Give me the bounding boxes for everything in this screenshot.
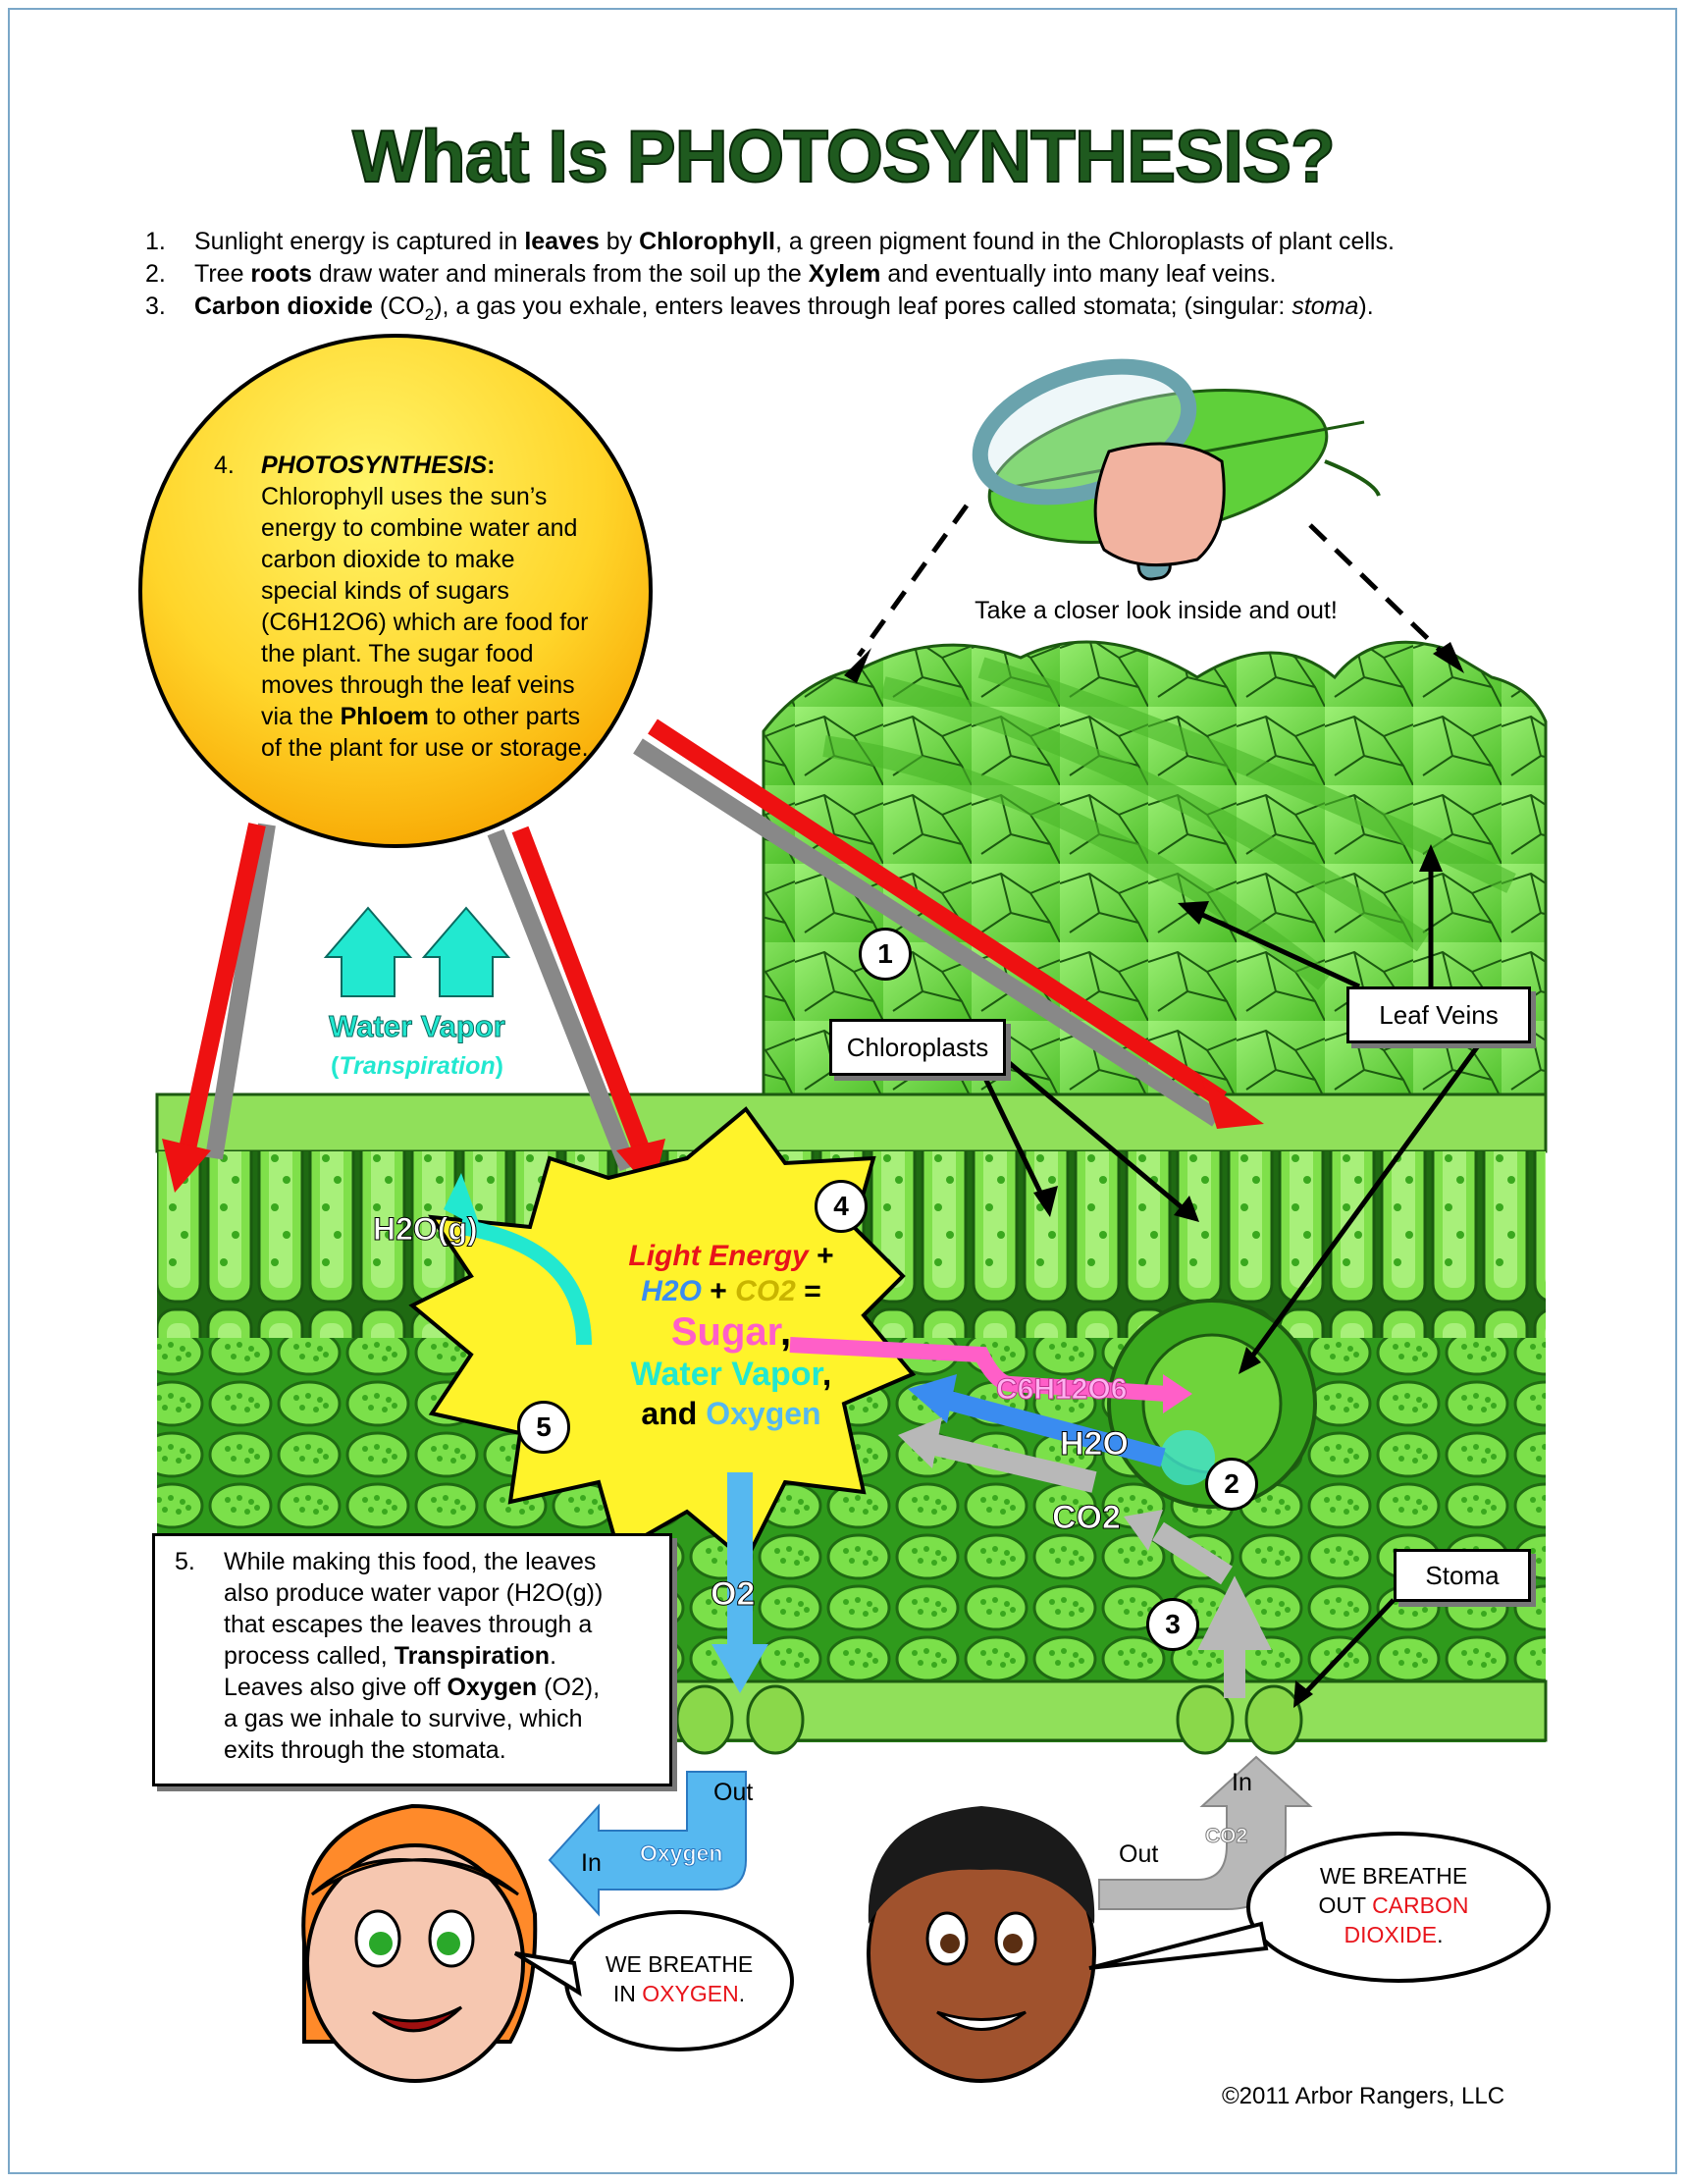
step-3-marker: 3	[1146, 1598, 1199, 1651]
co2-arrow-label: CO2	[1205, 1825, 1248, 1847]
oxygen-out-label: Out	[713, 1779, 754, 1806]
magnifier-leaf-illustration	[964, 343, 1379, 581]
transpiration-label: (Transpiration)	[331, 1052, 503, 1080]
light-energy-term: Light Energy	[628, 1240, 809, 1272]
step5-number: 5.	[175, 1548, 195, 1575]
oxygen-arrow-label: Oxygen	[640, 1840, 723, 1866]
girl-face	[303, 1806, 535, 2081]
sugar-term: Sugar	[670, 1310, 781, 1354]
glucose-label: C6H12O6	[996, 1373, 1128, 1406]
step-5-marker: 5	[517, 1401, 570, 1454]
h2og-label: H2O(g)	[373, 1211, 478, 1247]
girl-speech-text: WE BREATHE IN OXYGEN.	[605, 1951, 754, 2006]
water-vapor-arrows	[326, 908, 508, 996]
intro-item-number: 1.	[145, 228, 166, 255]
step5-text: While making this food, the leaves also produce water vapor (H2O(g)) that escapes the leaves through a process called, Transpiration. Leaves also give off Oxygen (O2), a gas we inhale to survive, which exits through the stomata.	[224, 1548, 604, 1764]
intro-item-text: Carbon dioxide $(CO_2)$, a gas you exhale, enters leaves through leaf pores called stomata; (singular: stoma).	[194, 293, 1374, 324]
step4-line: the plant. The sugar food	[261, 640, 534, 667]
step4-line: Chlorophyll uses the sun’s	[261, 483, 548, 510]
page-title: What Is PHOTOSYNTHESIS?	[352, 115, 1335, 197]
step4-line: moves through the leaf veins	[261, 671, 575, 699]
step4-heading: PHOTOSYNTHESIS	[261, 452, 488, 479]
intro-item-number: 2.	[145, 260, 166, 288]
intro-item-text: Tree roots draw water and minerals from the soil up the Xylem and eventually into many leaf veins.	[194, 260, 1277, 288]
chloroplasts-label: Chloroplasts	[829, 1019, 1006, 1076]
step-4-marker: 4	[815, 1180, 868, 1233]
step-2-marker: 2	[1205, 1458, 1258, 1511]
step4-line: (C6H12O6) which are food for	[261, 609, 589, 636]
step4-lines	[261, 481, 665, 701]
leaf-veins-label: Leaf Veins	[1346, 986, 1531, 1043]
stoma-label: Stoma	[1394, 1549, 1531, 1602]
co2-out-label: Out	[1119, 1840, 1159, 1868]
step4-line: special kinds of sugars	[261, 577, 509, 605]
step4-line: energy to combine water and	[261, 514, 578, 542]
water-vapor-label: Water Vapor	[329, 1009, 505, 1043]
boy-face	[869, 1806, 1094, 2081]
phloem-term: Phloem	[340, 703, 429, 730]
intro-item-text: Sunlight energy is captured in leaves by Chlorophyll, a green pigment found in the Chloroplasts of plant cells.	[194, 228, 1395, 255]
copyright-text: ©2011 Arbor Rangers, LLC	[1222, 2083, 1505, 2109]
equation-text: Light Energy + H2O + CO2 = Sugar, Water Vapor, and Oxygen	[628, 1240, 834, 1431]
boy-speech-text: WE BREATHE OUT CARBON DIOXIDE.	[1318, 1863, 1469, 1947]
closer-look-caption: Take a closer look inside and out!	[975, 597, 1338, 624]
step4-text: 4. PHOTOSYNTHESIS: Chlorophyll uses the sun’s energy to combine water and carbon dioxide to make special kinds of sugars (C6H12O6) which are food for the plant. The sugar food moves through the leaf veins via the Phloem to other parts of the plant for use or storage.	[214, 450, 665, 764]
co2-in-label: In	[1232, 1769, 1252, 1796]
co2-label: CO2	[1052, 1499, 1121, 1536]
o2-label: O2	[711, 1575, 756, 1613]
step-1-marker: 1	[859, 928, 912, 981]
step4-number: 4.	[214, 452, 235, 479]
step5-box	[152, 1533, 672, 1786]
step4-line: carbon dioxide to make	[261, 546, 515, 573]
intro-item-number: 3.	[145, 293, 166, 320]
h2o-label: H2O	[1060, 1425, 1129, 1463]
oxygen-in-label: In	[581, 1849, 602, 1877]
